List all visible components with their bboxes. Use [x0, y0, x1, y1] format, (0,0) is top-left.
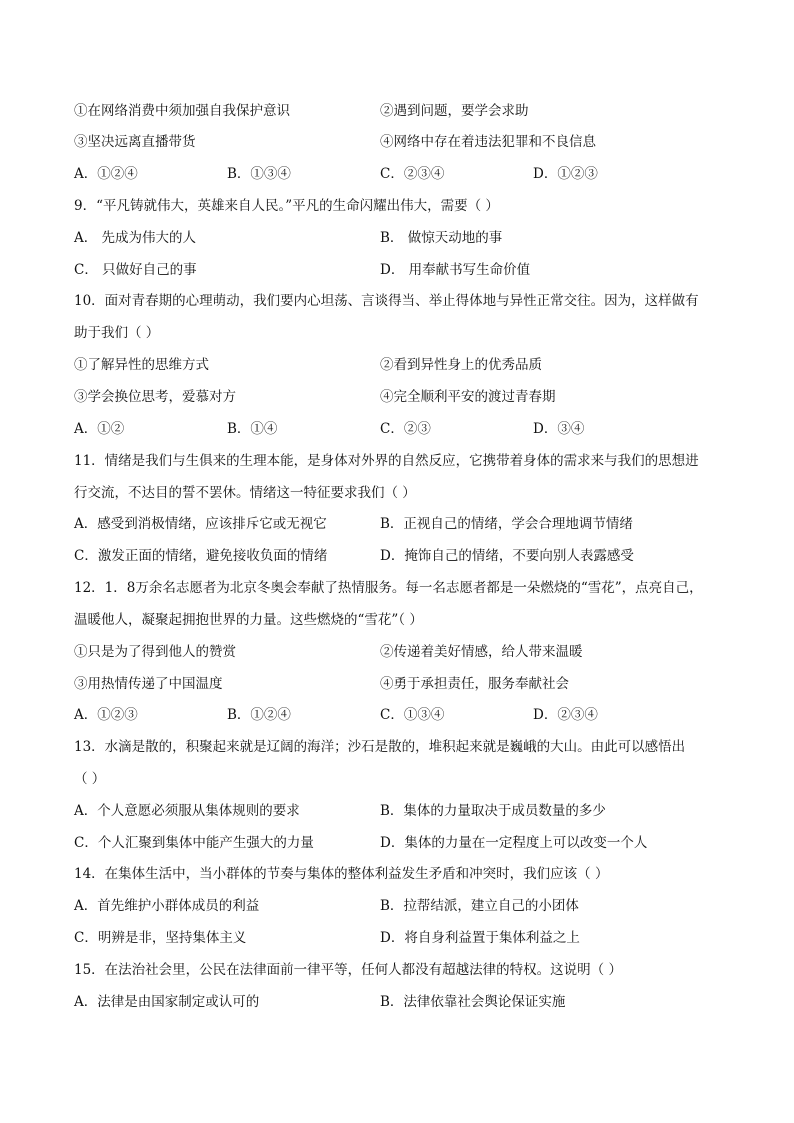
q12-statement-2: ②传递着美好情感，给人带来温暖 [380, 644, 583, 660]
q12-option-d[interactable]: D．②③④ [533, 707, 598, 723]
q12-option-b[interactable]: B．①②④ [227, 707, 291, 723]
q10-option-a[interactable]: A．①② [74, 421, 125, 437]
q10-statement-1: ①了解异性的思维方式 [74, 357, 209, 373]
q10-stem-line-1: 10．面对青春期的心理萌动，我们要内心坦荡、言谈得当、举止得体地与异性正常交往。因为，这样做有 [74, 293, 699, 309]
q13-option-b[interactable]: B．集体的力量取决于成员数量的多少 [380, 803, 606, 819]
q11-option-b[interactable]: B．正视自己的情绪，学会合理地调节情绪 [380, 516, 633, 532]
q13-option-a[interactable]: A．个人意愿必须服从集体规则的要求 [74, 803, 300, 819]
q8-statement-2: ②遇到问题，要学会求助 [380, 103, 529, 119]
q12-stem-line-2: 温暖他人，凝聚起拥抱世界的力量。这些燃烧的“雪花”（ ） [74, 612, 423, 628]
q9-option-b[interactable]: B． 做惊天动地的事 [380, 230, 503, 246]
q14-option-d[interactable]: D．将自身利益置于集体利益之上 [380, 930, 580, 946]
q8-option-b[interactable]: B．①③④ [227, 166, 291, 182]
q8-option-a[interactable]: A．①②④ [74, 166, 138, 182]
q8-statement-1: ①在网络消费中须加强自我保护意识 [74, 103, 290, 119]
q14-option-a[interactable]: A．首先维护小群体成员的利益 [74, 898, 260, 914]
q9-stem: 9．“平凡铸就伟大，英雄来自人民。”平凡的生命闪耀出伟大，需要（ ） [74, 198, 499, 214]
q11-option-d[interactable]: D．掩饰自己的情绪，不要向别人表露感受 [380, 548, 634, 564]
q10-statement-3: ③学会换位思考，爱慕对方 [74, 389, 236, 405]
q13-stem-line-1: 13．水滴是散的，积聚起来就是辽阔的海洋；沙石是散的，堆积起来就是巍峨的大山。由此可以感悟出 [74, 739, 686, 755]
q15-option-a[interactable]: A．法律是由国家制定或认可的 [74, 994, 260, 1010]
q15-stem: 15．在法治社会里，公民在法律面前一律平等，任何人都没有超越法律的特权。这说明（ ） [74, 962, 622, 978]
q10-statement-4: ④完全顺利平安的渡过青春期 [380, 389, 556, 405]
q10-option-d[interactable]: D．③④ [533, 421, 585, 437]
q10-option-b[interactable]: B．①④ [227, 421, 278, 437]
q12-stem-line-1: 12．1．8万余名志愿者为北京冬奥会奉献了热情服务。每一名志愿者都是一朵燃烧的“雪花”，点亮自己， [74, 580, 703, 596]
q13-option-c[interactable]: C．个人汇聚到集体中能产生强大的力量 [74, 835, 314, 851]
q13-option-d[interactable]: D．集体的力量在一定程度上可以改变一个人 [380, 835, 648, 851]
q10-statement-2: ②看到异性身上的优秀品质 [380, 357, 542, 373]
q8-statement-4: ④网络中存在着违法犯罪和不良信息 [380, 134, 596, 150]
q9-option-c[interactable]: C． 只做好自己的事 [74, 262, 197, 278]
q11-option-c[interactable]: C．激发正面的情绪，避免接收负面的情绪 [74, 548, 328, 564]
q14-stem: 14．在集体生活中，当小群体的节奏与集体的整体利益发生矛盾和冲突时，我们应该（ ） [74, 866, 609, 882]
q12-option-c[interactable]: C．①③④ [380, 707, 445, 723]
q8-option-d[interactable]: D．①②③ [533, 166, 598, 182]
q10-stem-line-2: 助于我们（ ） [74, 325, 160, 341]
q12-option-a[interactable]: A．①②③ [74, 707, 138, 723]
q9-option-a[interactable]: A． 先成为伟大的人 [74, 230, 197, 246]
q8-statement-3: ③坚决远离直播带货 [74, 134, 196, 150]
q15-option-b[interactable]: B．法律依靠社会舆论保证实施 [380, 994, 566, 1010]
q11-stem-line-2: 行交流，不达目的誓不罢休。情绪这一特征要求我们（ ） [74, 485, 416, 501]
q14-option-c[interactable]: C．明辨是非，坚持集体主义 [74, 930, 247, 946]
q12-statement-4: ④勇于承担责任，服务奉献社会 [380, 676, 569, 692]
q9-option-d[interactable]: D． 用奉献书写生命价值 [380, 262, 531, 278]
q12-statement-3: ③用热情传递了中国温度 [74, 676, 223, 692]
q14-option-b[interactable]: B．拉帮结派，建立自己的小团体 [380, 898, 579, 914]
q11-option-a[interactable]: A．感受到消极情绪，应该排斥它或无视它 [74, 516, 327, 532]
q13-stem-line-2: （ ） [74, 771, 106, 787]
q10-option-c[interactable]: C．②③ [380, 421, 431, 437]
q8-option-c[interactable]: C．②③④ [380, 166, 445, 182]
q11-stem-line-1: 11．情绪是我们与生俱来的生理本能，是身体对外界的自然反应，它携带着身体的需求来与我们的思想进 [74, 453, 699, 469]
q12-statement-1: ①只是为了得到他人的赞赏 [74, 644, 236, 660]
